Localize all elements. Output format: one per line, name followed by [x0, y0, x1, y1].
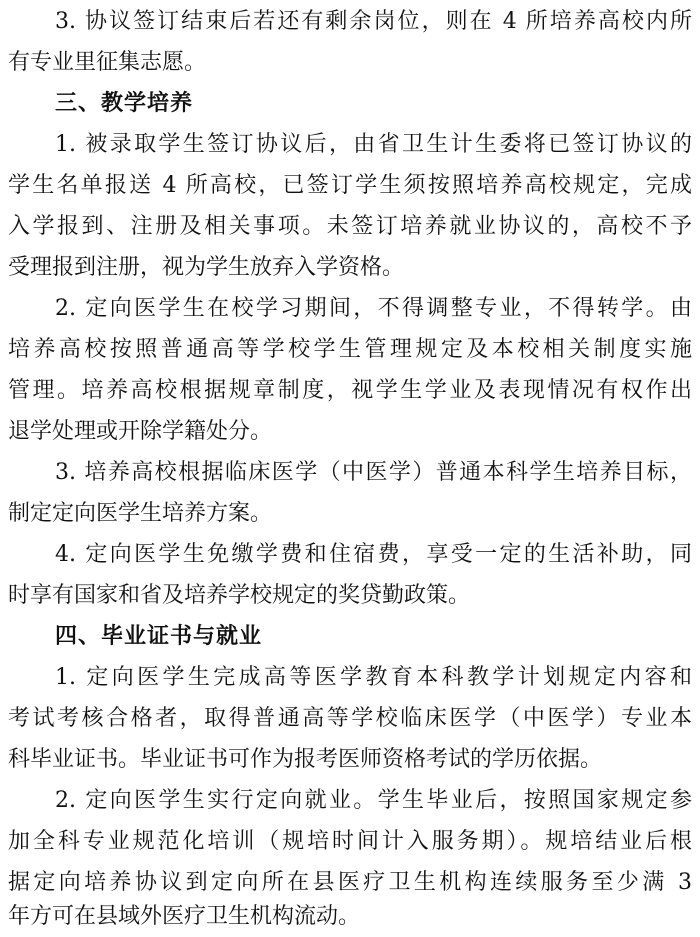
section-heading-teaching: 三、教学培养 [55, 91, 194, 116]
paragraph-line: 1. 定向医学生完成高等医学教育本科教学计划规定内容和 [55, 665, 692, 690]
paragraph-line: 年方可在县域外医疗卫生机构流动。 [8, 904, 361, 929]
paragraph-line: 2. 定向医学生在校学习期间，不得调整专业，不得转学。由 [55, 296, 692, 321]
paragraph-line: 1. 被录取学生签订协议后，由省卫生计生委将已签订协议的 [55, 132, 692, 157]
paragraph-line: 4. 定向医学生免缴学费和住宿费，享受一定的生活补助，同 [55, 542, 692, 567]
section-heading-graduation: 四、毕业证书与就业 [55, 624, 263, 649]
paragraph-line: 科毕业证书。毕业证书可作为报考医师资格考试的学历依据。 [8, 747, 603, 772]
paragraph-line: 培养高校按照普通高等学校学生管理规定及本校相关制度实施 [8, 337, 692, 362]
paragraph-line: 管理。培养高校根据规章制度，视学生学业及表现情况有权作出 [8, 378, 692, 403]
paragraph-line: 时享有国家和省及培养学校规定的奖贷勤政策。 [8, 583, 471, 608]
paragraph-line: 据定向培养协议到定向所在县医疗卫生机构连续服务至少满 3 [8, 870, 692, 895]
paragraph-line: 3. 培养高校根据临床医学（中医学）普通本科学生培养目标， [55, 460, 692, 485]
paragraph-line: 加全科专业规范化培训（规培时间计入服务期）。规培结业后根 [8, 829, 692, 854]
paragraph-line: 制定定向医学生培养方案。 [8, 501, 273, 526]
paragraph-line: 入学报到、注册及相关事项。未签订培养就业协议的，高校不予 [8, 214, 692, 239]
paragraph-line: 2. 定向医学生实行定向就业。学生毕业后，按照国家规定参 [55, 788, 692, 813]
paragraph-line: 受理报到注册，视为学生放弃入学资格。 [8, 255, 405, 280]
paragraph-line: 考试考核合格者，取得普通高等学校临床医学（中医学）专业本 [8, 706, 692, 731]
paragraph-line: 3. 协议签订结束后若还有剩余岗位，则在 4 所培养高校内所 [55, 9, 692, 34]
paragraph-line: 学生名单报送 4 所高校，已签订学生须按照培养高校规定，完成 [8, 173, 692, 198]
paragraph-line: 有专业里征集志愿。 [8, 50, 207, 75]
paragraph-line: 退学处理或开除学籍处分。 [8, 419, 273, 444]
